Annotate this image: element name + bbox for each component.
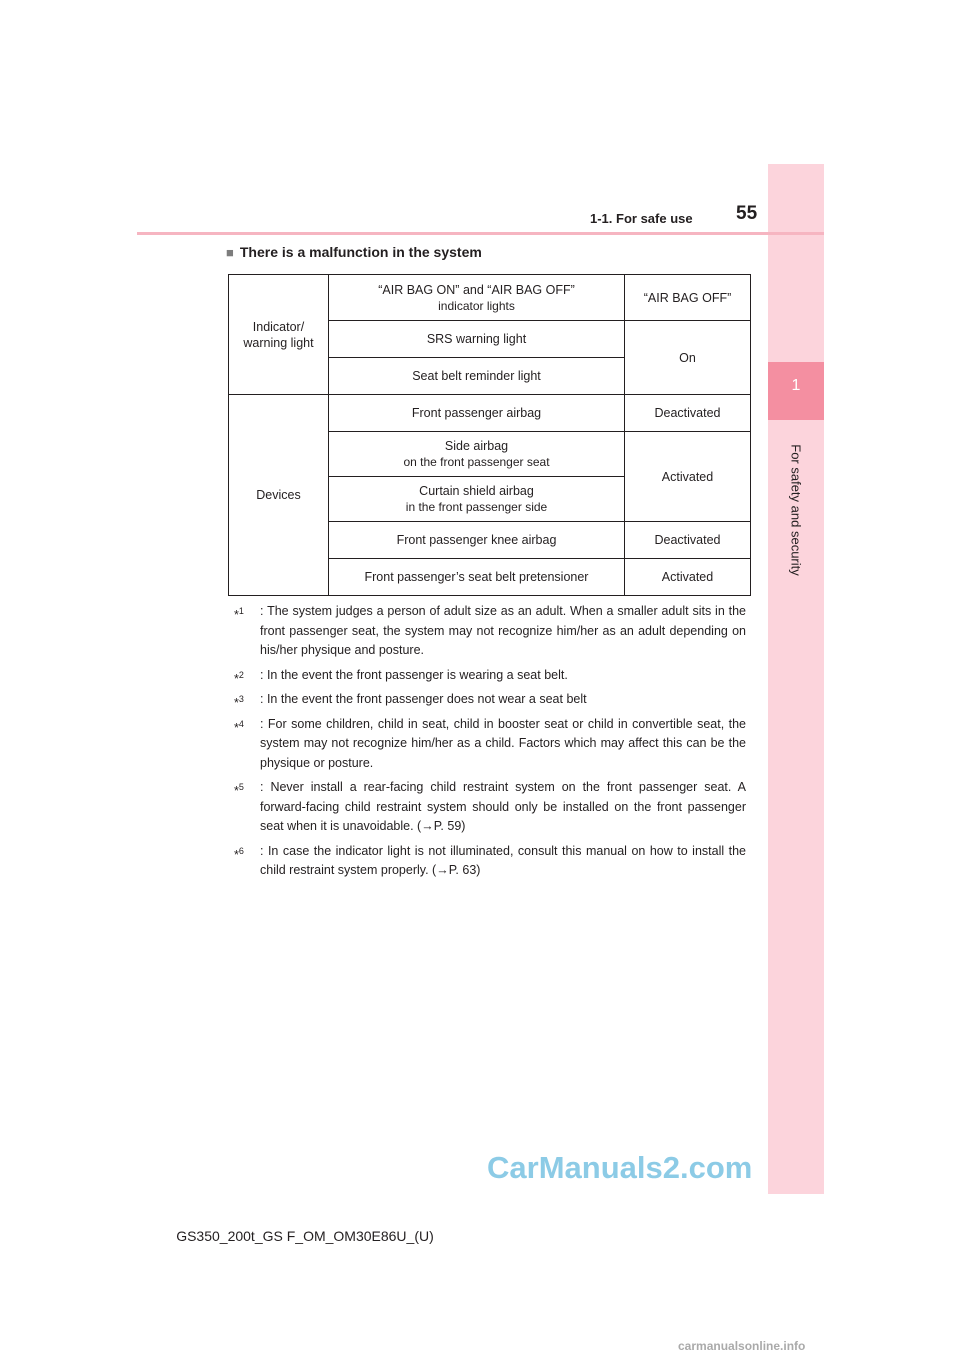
section-title: 1-1. For safe use (590, 211, 693, 226)
footnote (234, 690, 746, 710)
device-name-line2: in the front passenger side (405, 500, 548, 514)
indicator-col-value: “AIR BAG OFF” (625, 275, 751, 321)
chapter-title: For safety and security (788, 444, 804, 576)
footnote-number: 3 (238, 694, 244, 704)
device-status: Activated (625, 432, 751, 522)
footnote-text: : The system judges a person of adult size as an adult. When a smaller adult sits in the front passenger seat, the system may not recognize him/her as an adult depending on his/her physique and posture. (260, 604, 746, 657)
footnote-text: : In the event the front passenger does not wear a seat belt (260, 692, 587, 706)
device-status: Activated (625, 559, 751, 596)
footnote-number: 5 (238, 782, 244, 792)
device-name-line1: Side airbag (444, 439, 509, 453)
header-rule (137, 232, 824, 235)
watermark-text: carmanualsonline.info (678, 1339, 806, 1353)
footnote-number: 4 (238, 718, 244, 729)
footnote-number: 6 (238, 845, 244, 856)
heading-text: There is a malfunction in the system (239, 244, 482, 260)
chapter-number: 1 (791, 377, 801, 394)
footnote (234, 778, 746, 837)
footnote-number: 1 (238, 606, 244, 616)
indicator-group-cell (229, 275, 329, 395)
footnote (234, 666, 746, 686)
footnote-asterisk: * (234, 671, 239, 686)
footnote-marker (234, 666, 244, 690)
device-name: Front passenger knee airbag (329, 522, 625, 559)
document-code: GS350_200t_GS F_OM_OM30E86U_(U) (176, 1228, 434, 1244)
device-name (329, 432, 625, 477)
heading-square-icon: ■ (226, 245, 234, 260)
footnote-marker (234, 842, 244, 866)
footnote-text: : Never install a rear-facing child restraint system on the front passenger seat. A forward-facing child restraint system should only be installed on the front passenger seat when it is unavoidable. (→P. 59) (260, 780, 746, 833)
airbag-status-table (228, 274, 751, 596)
footnote-marker (234, 778, 244, 802)
footnote (234, 842, 746, 881)
footnote-asterisk: * (234, 608, 239, 622)
footnote-text: : In case the indicator light is not illuminated, consult this manual on how to install the child restraint system properly. (→P. 63) (260, 843, 746, 877)
device-name-line1: Curtain shield airbag (419, 484, 534, 498)
device-name: Front passenger’s seat belt pretensioner (329, 559, 625, 596)
footnote (234, 602, 746, 661)
side-chapter-band (768, 164, 824, 1194)
footnote-text: : For some children, child in seat, child in booster seat or child in convertible seat, the system may not recognize him/her as a child. Factors which may affect this can be the physique or posture. (260, 716, 746, 770)
footnote-asterisk: * (234, 847, 239, 862)
indicator-state: On (625, 321, 751, 395)
indicator-group-label: Indicator/ warning light (243, 319, 314, 350)
footnote-text: : In the event the front passenger is wearing a seat belt. (260, 667, 568, 682)
srs-warning-light: SRS warning light (329, 321, 625, 358)
indicator-col-header (329, 275, 625, 321)
footnotes (234, 602, 746, 886)
footnote-marker (234, 690, 244, 714)
footnote-asterisk: * (234, 784, 239, 798)
watermark-logo: CarManuals2.com (487, 1150, 753, 1185)
page-number: 55 (736, 203, 758, 224)
footnote-number: 2 (238, 669, 244, 680)
footnote (234, 715, 746, 774)
seat-belt-reminder-light: Seat belt reminder light (329, 358, 625, 395)
devices-group-cell: Devices (229, 395, 329, 596)
device-name: Front passenger airbag (329, 395, 625, 432)
section-heading (226, 244, 482, 260)
device-status: Deactivated (625, 395, 751, 432)
device-name (329, 477, 625, 522)
footnote-asterisk: * (234, 696, 239, 710)
device-status: Deactivated (625, 522, 751, 559)
footnote-asterisk: * (234, 720, 239, 735)
indicator-col-header-line2: indicator lights (438, 298, 515, 313)
indicator-col-header-line1: “AIR BAG ON” and “AIR BAG OFF” (378, 282, 575, 297)
footnote-marker (234, 602, 244, 626)
device-name-line2: on the front passenger seat (403, 455, 550, 469)
footnote-marker (234, 715, 244, 739)
